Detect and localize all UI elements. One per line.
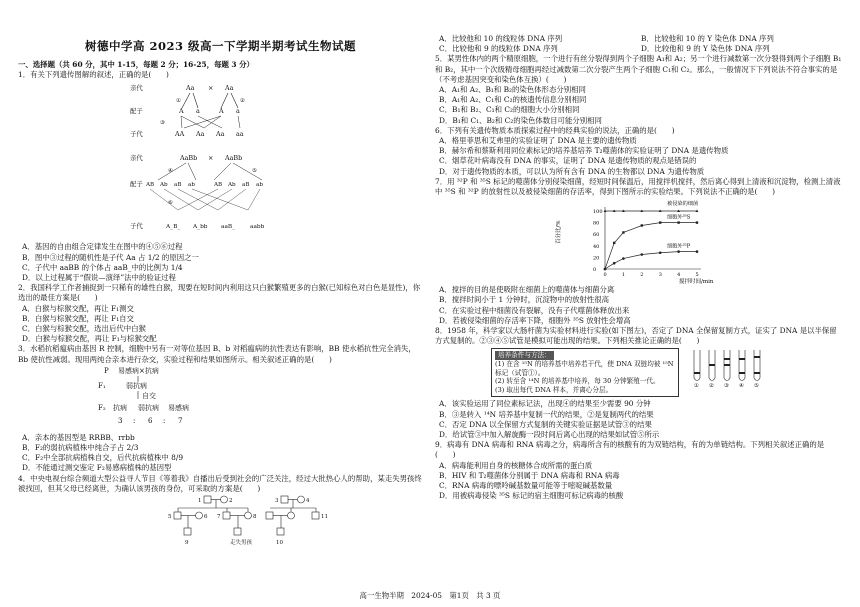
- pedigree-label-11: 11: [321, 514, 328, 521]
- q3-cross-diagram: [18, 365, 423, 429]
- q9-option-b: B．HIV 和 T₂噬菌体分别属于 DNA 病毒和 RNA 病毒: [439, 470, 620, 480]
- q1-option-a: A．基因的自由组合定律发生在图中的④⑤⑥过程: [22, 242, 183, 252]
- data-point: [677, 251, 680, 254]
- x-tick-label: 2: [640, 272, 644, 279]
- q3-ratio-c: 7: [178, 416, 183, 425]
- q1-step-2: ②: [240, 98, 245, 105]
- q7-chart: [435, 197, 843, 286]
- pedigree-label-8: 8: [253, 514, 257, 521]
- q4-stem: 4．中央电视台综合频道大型公益寻人节目《等着我》自播出后受到社会的广泛关注，经过大批热心人的帮助，某走失男孩终被找回，但其父母已经离世，为确认该男孩的身份，可采取的方案是( ): [18, 473, 422, 493]
- left-column: [18, 0, 423, 556]
- pedigree-label-2: 2: [229, 498, 233, 505]
- q8-option-c: C．否定 DNA 以全保留方式复制的关键实验证据是试管③的结果: [439, 419, 652, 429]
- q9-stem: 9．病毒有 DNA 病毒和 RNA 病毒之分，病毒所含有的核酸有的为双链结构，有的为单链结构。下列相关叙述正确的是( ): [435, 440, 825, 460]
- q1-parents-label-2: 亲代: [130, 154, 143, 163]
- q1-parent-aabb-2: AaBb: [225, 154, 243, 163]
- pedigree-label-10: 10: [276, 540, 283, 547]
- q1-stem: 1．有关下列遗传图解的叙述，正确的是( ): [18, 70, 169, 80]
- series-label-2: 细胞外³²P: [667, 243, 691, 250]
- q1-gamete-b4: ab: [188, 182, 195, 189]
- q3-option-c: C．F₂中全部抗病植株自交，后代抗病植株中 8/9: [22, 453, 184, 463]
- x-tick-label: 4: [677, 272, 681, 279]
- q8-box-step-3: (3) 取出每代 DNA 样本，并离心分层。: [495, 385, 613, 394]
- q1-gamete-a3: A: [219, 107, 224, 116]
- q8-figure: [435, 348, 843, 397]
- q1-step-1: ①: [176, 98, 181, 105]
- q1-gamete-a1: A: [179, 107, 184, 116]
- y-axis-title: 百分比/%: [556, 220, 562, 245]
- x-tick-label: 0: [603, 272, 607, 279]
- q8-tube-label-2: ②: [709, 383, 714, 390]
- q1-parent-aa-1: Aa: [186, 84, 195, 93]
- q2-stem: 2．我国科学工作者捕捉到一只稀有的雄性白猴，现要在短时间内利用这只白猴繁殖更多的白猴(已知棕色对白色是显性)，你选出的最佳方案是( ): [18, 283, 421, 303]
- q6-option-b: B．赫尔希和蔡斯利用同位素标记的培养基培养 T₂噬菌体的实验证明了 DNA 是遗传物质: [439, 146, 729, 156]
- q4-option-c: C．比较他和 9 的线粒体 DNA 序列: [439, 44, 558, 54]
- q2-option-a: A．白猴与棕猴交配，再让 F₁测交: [22, 303, 134, 313]
- q7-option-d: D．若被侵染细菌的存活率下降，细胞外 ³⁵S 放射性会增高: [439, 315, 631, 325]
- pedigree-label-9: 9: [185, 540, 189, 547]
- q1-parent-aabb-1: AaBb: [180, 154, 198, 163]
- q5-option-d: D．B₁和 C₁、B₂和 C₂的染色体数目可能分别相同: [439, 115, 602, 125]
- y-tick-label: 40: [593, 244, 600, 251]
- q2-option-b: B．白猴与棕猴交配，再让 F₁自交: [22, 313, 134, 323]
- q8-option-d: D．给试管③中加入解旋酶一段时间后离心出现的结果如试管⑤所示: [439, 430, 660, 440]
- q4-option-d: D．比较他和 9 的 Y 染色体 DNA 序列: [641, 44, 770, 54]
- q1-gamete-b1: AB: [146, 182, 155, 189]
- q1-option-b: B．图中③过程的随机性是子代 Aa 占 1/2 的原因之一: [22, 252, 199, 262]
- y-tick-label: 20: [593, 255, 600, 262]
- section-heading: 一、选择题（共 60 分，其中 1-15，每题 2 分；16-25，每题 3 分）: [18, 60, 254, 69]
- x-axis-title: 搅拌时间/min: [679, 279, 714, 286]
- pedigree-label-7: 7: [217, 514, 221, 521]
- q9-option-c: C．RNA 病毒的嘌呤碱基数量可能等于嘧啶碱基数量: [439, 481, 613, 491]
- q9-option-a: A．病毒能利用自身的核糖体合成所需的蛋白质: [439, 460, 593, 470]
- y-tick-label: 60: [593, 232, 600, 239]
- q4-option-a: A．比较他和 10 的线粒体 DNA 序列: [439, 34, 563, 43]
- series-line-2: [605, 252, 697, 269]
- q2-option-c: C．白猴与棕猴交配，选出后代中白猴: [22, 324, 146, 334]
- data-point: [677, 222, 679, 224]
- q3-f2-weak: 弱抗病: [138, 403, 159, 412]
- q8-box-step-2: (2) 转至含 ¹⁴N 的培养基中培养，每 30 分钟繁殖一代。: [495, 377, 660, 386]
- q1-option-d: D．以上过程属于“假说—演绎”法中的验证过程: [22, 273, 176, 283]
- q5-stem: 5．某男性体内的两个精原细胞，一个进行有丝分裂得到两个子细胞 A₁和 A₂；另一个进行减数第一次分裂得到两个子细胞 B₁和 B₂，其中一个次级精母细胞再经过减数第二次分裂产生两个子细胞 C₁和 C₂。那么，一般情况下下列说法不符合事实的是（不考虑基因突变和染色体互换）( ): [435, 54, 842, 84]
- pedigree-label-3: 3: [275, 498, 279, 505]
- q5-option-a: A．A₁和 A₂、B₁和 B₂的染色体形态分别相同: [439, 85, 586, 95]
- q8-box-heading: 培养条件与方法：: [495, 351, 554, 360]
- series-label-1: 细胞外³⁵S: [667, 214, 691, 221]
- q3-ratio-sep-1: :: [133, 416, 136, 425]
- q6-option-c: C．烟草花叶病毒没有 DNA 的事实，证明了 DNA 是遗传物质的观点是错误的: [439, 156, 697, 166]
- q4-option-b: B．比较他和 10 的 Y 染色体 DNA 序列: [641, 34, 774, 43]
- q1-pheno-3: aaB_: [221, 224, 236, 231]
- q3-ratio-a: 3: [118, 416, 123, 425]
- q1-gamete-a2: a: [196, 107, 200, 116]
- data-point: [659, 252, 662, 255]
- y-tick-label: 100: [593, 209, 603, 216]
- q1-gamete-b8: ab: [256, 182, 263, 189]
- q4-options-row-2: [435, 44, 843, 54]
- q1-offspring-aa: AA: [175, 130, 185, 139]
- q1-parent-aa-2: Aa: [225, 84, 234, 93]
- q6-option-a: A．格里菲思和艾弗里的实验证明了 DNA 是主要的遗传物质: [439, 136, 637, 146]
- data-point: [604, 268, 607, 271]
- q3-ratio-b: 6: [148, 416, 153, 425]
- q8-tube-label-4: ④: [739, 383, 744, 390]
- q7-option-c: C．在实验过程中细菌没有裂解，没有子代噬菌体释放出来: [439, 305, 630, 315]
- q3-stem: 3．水稻抗稻瘟病由基因 R 控制，细胞中另有一对等位基因 B、b 对稻瘟病的抗性表达有影响，BB 使水稻抗性完全消失，Bb 使抗性减弱。现用两纯合亲本进行杂交，实验过程和结果如图所示。相关叙述正确的是( ): [18, 344, 416, 364]
- q7-option-b: B．搅拌时间小于 1 分钟时，沉淀物中的放射性很高: [439, 295, 610, 305]
- q1-offspring-aa-4: aa: [236, 130, 244, 139]
- q1-pheno-1: A_B_: [166, 224, 181, 231]
- x-tick-label: 3: [658, 272, 662, 279]
- q3-option-b: B．F₂的弱抗病植株中纯合子占 2/3: [22, 443, 139, 453]
- q8-tube-label-3: ③: [724, 383, 729, 390]
- q8-box-step-1: (1) 在含 ¹⁵N 的培养基中培养若干代，使 DNA 双链均被 ¹⁵N 标记（试管①）。: [495, 360, 674, 377]
- data-point: [641, 225, 643, 227]
- q3-f2-resistant: 抗病: [113, 403, 127, 412]
- q1-gamete-b7: aB: [242, 182, 250, 189]
- q1-parents-label-1: 亲代: [130, 84, 143, 93]
- q1-offspring-label-2: 子代: [130, 222, 143, 231]
- q8-option-b: B．③是转入 ¹⁴N 培养基中复制一代的结果，②是复制两代的结果: [439, 409, 654, 419]
- q8-method-box: [491, 348, 679, 397]
- data-point: [696, 222, 698, 224]
- pedigree-label-5: 5: [168, 514, 172, 521]
- q1-offspring-aa-2: Aa: [196, 130, 205, 139]
- q1-pheno-2: A_bb: [193, 224, 208, 231]
- q1-gamete-b2: Ab: [160, 182, 168, 189]
- q1-offspring-aa-3: Aa: [216, 130, 225, 139]
- q8-tube-label-1: ①: [694, 383, 699, 390]
- data-point: [622, 232, 624, 234]
- q3-f1-text: 弱抗病: [126, 381, 147, 390]
- q7-option-a: A．搅拌的目的是使吸附在细菌上的噬菌体与细菌分离: [439, 285, 615, 295]
- y-tick-label: 80: [593, 220, 600, 227]
- y-tick-label: 0: [593, 267, 597, 274]
- q1-gamete-b3: aB: [174, 182, 182, 189]
- q1-option-c: C．子代中 aaBB 的个体占 aaB_中的比例为 1/4: [22, 262, 183, 272]
- q3-ratio-sep-2: :: [163, 416, 166, 425]
- q8-option-a: A．该实验运用了同位素标记法，出现④的结果至少需要 90 分钟: [439, 399, 651, 409]
- series-label-0: 被侵染的细菌: [667, 201, 699, 208]
- right-column: [435, 34, 843, 501]
- q2-option-d: D．白猴与棕猴交配，再让 F₁与棕猴交配: [22, 334, 157, 344]
- data-point: [622, 258, 625, 261]
- q1-cross-symbol-1: ×: [208, 84, 214, 93]
- pedigree-label-4: 4: [306, 498, 310, 505]
- pedigree-label-6: 6: [204, 514, 208, 521]
- page-footer: 高一生物半期 2024-05 第1页 共 3 页: [359, 591, 501, 600]
- data-point: [659, 222, 661, 224]
- q6-option-d: D．对于遗传物质的本质，可以认为所有含有 DNA 的生物都以 DNA 为遗传物质: [439, 166, 705, 176]
- q8-test-tubes: [689, 348, 769, 388]
- q1-step-6: ⑥: [168, 200, 173, 207]
- data-point: [641, 253, 644, 256]
- q1-step-5: ⑤: [252, 168, 257, 175]
- q3-f2-label: F₂: [98, 403, 106, 412]
- q1-offspring-label-1: 子代: [130, 130, 143, 139]
- q1-gamete-a4: a: [236, 107, 240, 116]
- data-point: [613, 262, 616, 265]
- exam-title: 树德中学高 2023 级高一下学期半期考试生物试题: [84, 39, 356, 53]
- q8-tube-label-5: ⑤: [754, 383, 759, 390]
- q3-option-d: D．不能通过测交鉴定 F₂易感病植株的基因型: [22, 463, 172, 473]
- q3-f2-susceptible: 易感病: [168, 403, 189, 412]
- q3-p-text: 易感病×抗病: [118, 366, 159, 375]
- data-point: [696, 251, 699, 254]
- pedigree-label-lost-boy: 走失男孩: [230, 540, 253, 547]
- q7-stem: 7．用 ³²P 和 ³⁵S 标记的噬菌体分别侵染细菌，经短时间保温后，用搅拌机搅拌，然后离心得到上清液和沉淀物，检测上清液中 ³⁵S 和 ³²P 的放射性以及被侵染细菌的存活率，得到下图所示的实验结果。下列说法不正确的是( ): [435, 176, 841, 197]
- q4-options-row-1: [435, 34, 843, 44]
- x-tick-label: 5: [695, 272, 699, 279]
- q6-stem: 6．下列有关遗传物质本质探索过程中的经典实验的说法，正确的是( ): [435, 125, 675, 135]
- pedigree-label-1: 1: [198, 498, 202, 505]
- q3-f1-label: F₁: [98, 381, 106, 390]
- q1-step-3: ③: [160, 120, 165, 127]
- data-point: [613, 242, 615, 244]
- q3-self-text: 自交: [142, 391, 156, 400]
- q1-gamete-b6: Ab: [228, 182, 236, 189]
- q1-gamete-label-2: 配子: [130, 180, 143, 189]
- q5-option-c: C．B₁和 B₂、C₁和 C₂的细胞大小分别相同: [439, 105, 580, 115]
- q3-p-label: P: [104, 366, 109, 375]
- q1-gamete-label-1: 配子: [130, 107, 143, 116]
- q1-pheno-4: aabb: [250, 224, 265, 231]
- q8-stem: 8．1958 年，科学家以大肠杆菌为实验材料进行实验(如下图左)，否定了 DNA 全保留复制方式，证实了 DNA 是以半保留方式复制的。②③④⑤试管是模拟可能出现的结果。下列相关推论正确的是( ): [435, 326, 837, 346]
- q5-option-b: B．A₁和 A₂、C₁和 C₂的核遗传信息分别相同: [439, 95, 587, 105]
- q1-step-4: ④: [168, 168, 173, 175]
- q9-option-d: D．用被病毒侵染 ³⁵S 标记的宿主细胞可标记病毒的核酸: [439, 491, 624, 501]
- q4-pedigree: [18, 494, 423, 552]
- q3-option-a: A．亲本的基因型是 RRBB、rrbb: [22, 432, 135, 442]
- q1-cross-symbol-2: ×: [208, 154, 214, 163]
- q1-gamete-b5: AB: [214, 182, 223, 189]
- x-tick-label: 1: [621, 272, 626, 279]
- q1-genetic-diagram: [18, 80, 423, 238]
